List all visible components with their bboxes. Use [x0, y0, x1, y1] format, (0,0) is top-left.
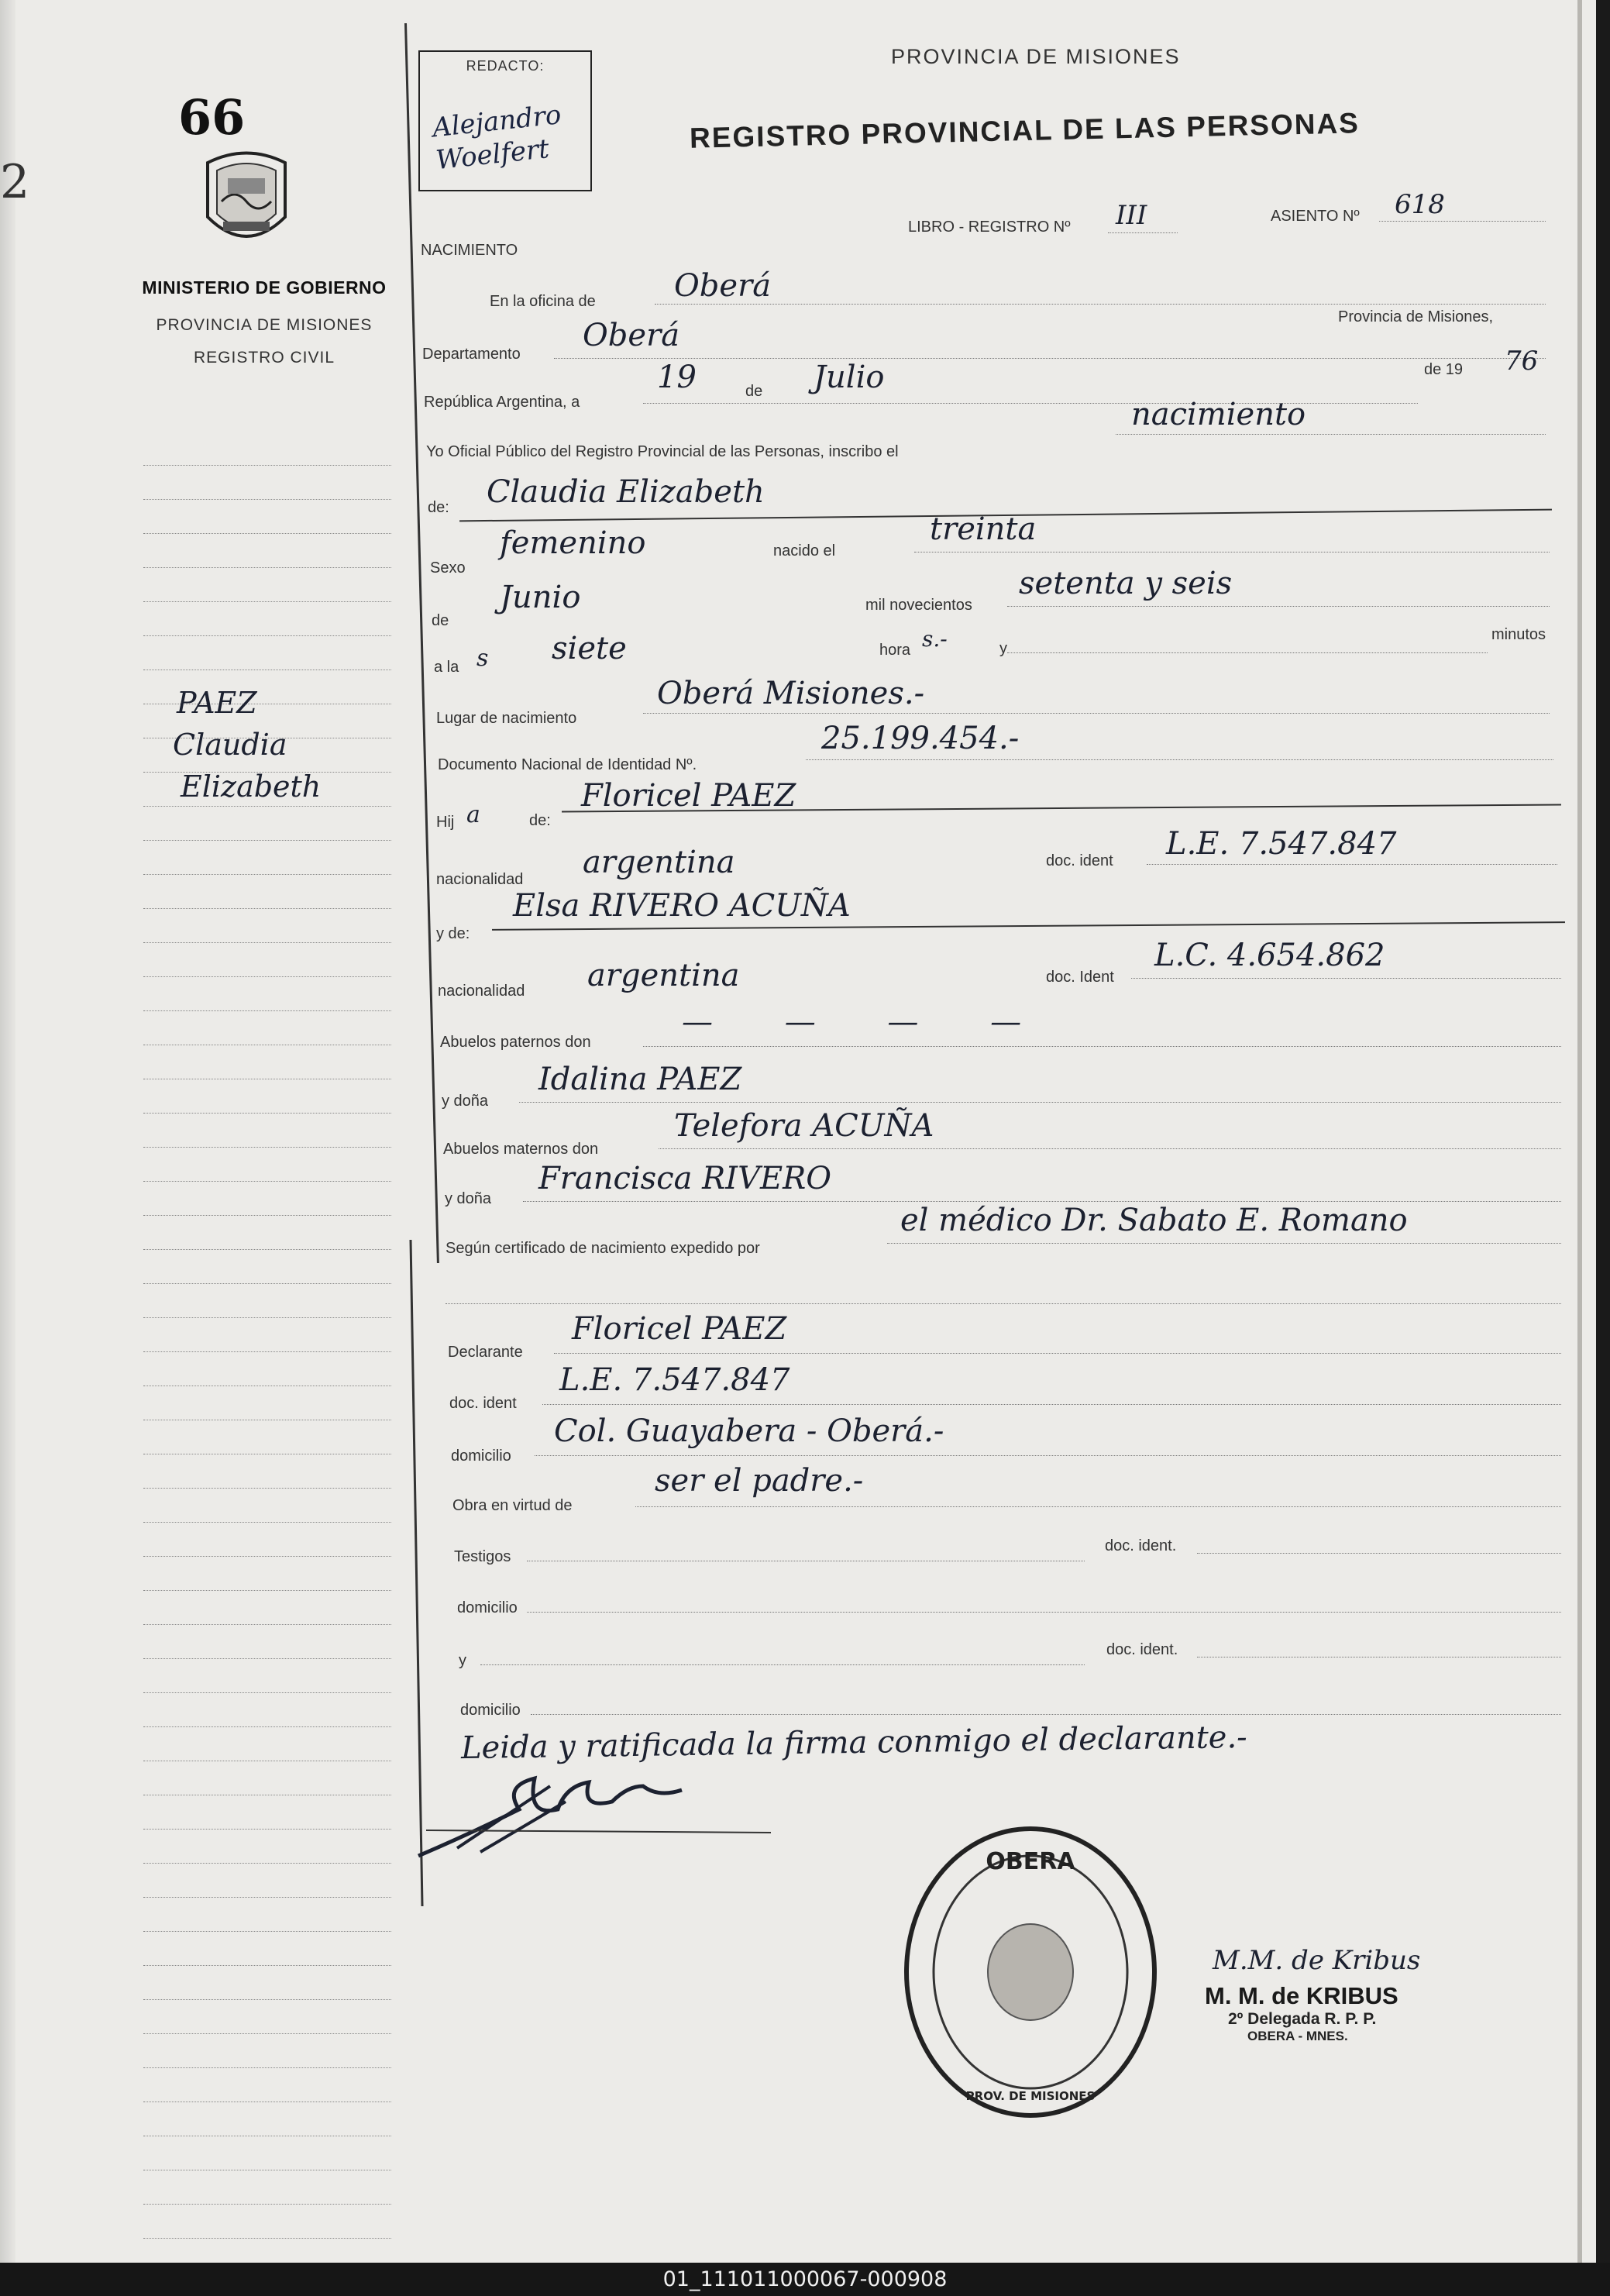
rule — [1108, 232, 1178, 233]
margin-rule — [143, 976, 391, 977]
section-label: NACIMIENTO — [421, 242, 518, 259]
dia-value: 19 — [657, 360, 697, 395]
margin-rule — [143, 1590, 391, 1591]
margin-rule — [143, 1556, 391, 1557]
doc1-label: doc. ident — [1046, 852, 1113, 869]
margin-rule — [143, 601, 391, 602]
page-edge — [1577, 0, 1582, 2263]
margin-rule — [143, 1317, 391, 1318]
margin-note-line: PAEZ — [177, 686, 257, 720]
nacido-value: treinta — [930, 511, 1037, 547]
rule — [554, 358, 1546, 359]
ydona1-label: y doña — [442, 1093, 489, 1110]
yo-oficial-label: Yo Oficial Público del Registro Provincial de las Personas, inscribo el — [426, 443, 899, 460]
province-label: PROVINCIA DE MISIONES — [156, 316, 373, 334]
dni-value: 25.199.454.- — [821, 721, 1020, 756]
dni-label: Documento Nacional de Identidad Nº. — [438, 756, 697, 773]
ab-mat-dona: Francisca RIVERO — [538, 1161, 832, 1196]
departamento-value: Oberá — [583, 318, 680, 353]
margin-rule — [143, 1522, 391, 1523]
rule — [535, 1455, 1561, 1456]
official-signature-block — [1205, 1945, 1530, 2044]
rule — [446, 1303, 1561, 1304]
lugar-label: Lugar de nacimiento — [436, 710, 577, 727]
column-divider — [404, 23, 439, 1263]
anio-label: de 19 — [1424, 361, 1464, 378]
hora-min-value: s.- — [922, 626, 948, 652]
margin-rule — [143, 499, 391, 500]
y2-label: y — [459, 1652, 466, 1669]
padre-value: Floricel PAEZ — [581, 778, 796, 814]
margin-rule — [143, 533, 391, 534]
margin-rule — [143, 1113, 391, 1114]
lugar-value: Oberá Misiones.- — [657, 676, 925, 711]
margin-rule — [143, 2204, 391, 2205]
margin-rule — [143, 1829, 391, 1830]
nac1-label: nacionalidad — [436, 871, 524, 888]
test-doc-label: doc. ident. — [1105, 1537, 1177, 1554]
hora-label: hora — [879, 642, 911, 659]
margin-rule — [143, 942, 391, 943]
margin-rule — [143, 465, 391, 466]
margin-rule — [143, 2238, 391, 2239]
margin-rule — [143, 1351, 391, 1352]
doc1-value: L.E. 7.547.847 — [1166, 826, 1397, 862]
rule — [806, 759, 1553, 760]
rule — [1007, 606, 1550, 607]
official-name: M. M. de KRIBUS — [1205, 1982, 1398, 2009]
official-signature: M.M. de Kribus — [1213, 1945, 1421, 1976]
rule — [1116, 434, 1546, 435]
hora-value: siete — [552, 631, 627, 666]
closing-statement: Leida y ratificada la firma conmigo el declarante.- — [460, 1719, 1247, 1767]
margin-rule — [143, 1931, 391, 1932]
rule — [1131, 978, 1561, 979]
rule — [659, 1148, 1561, 1149]
ydona2-label: y doña — [445, 1190, 492, 1207]
cert-value: el médico Dr. Sabato E. Romano — [900, 1203, 1408, 1238]
test2-doc-label: doc. ident. — [1106, 1641, 1178, 1658]
margin-rule — [143, 1726, 391, 1727]
margin-rule — [143, 1692, 391, 1693]
declarante-label: Declarante — [448, 1344, 523, 1361]
rule — [643, 713, 1550, 714]
margin-rule — [143, 1658, 391, 1659]
margin-rule — [143, 840, 391, 841]
scan-identifier: 01_111011000067-000908 — [0, 2263, 1610, 2296]
rule — [1007, 652, 1488, 653]
official-place: OBERA - MNES. — [1247, 2029, 1348, 2043]
hij-de-label: de: — [529, 812, 551, 829]
nac1-value: argentina — [583, 845, 735, 880]
ab-pat-dona: Idalina PAEZ — [538, 1062, 742, 1097]
testigos-label: Testigos — [454, 1548, 511, 1565]
doc2-label: doc. Ident — [1046, 969, 1114, 986]
rule — [480, 1664, 1085, 1665]
minutos-label: minutos — [1491, 626, 1546, 643]
margin-rule — [143, 1249, 391, 1250]
official-role: 2º Delegada R. P. P. — [1228, 2010, 1377, 2028]
rule — [887, 1243, 1561, 1244]
rule — [554, 1353, 1561, 1354]
hij-label: Hij — [436, 814, 455, 831]
rule — [542, 1404, 1561, 1405]
nac2-label: nacionalidad — [438, 983, 525, 1000]
sexo-value: femenino — [500, 525, 646, 561]
ala-label: a la — [434, 659, 459, 676]
mes-nac-value: Junio — [500, 580, 581, 615]
mil-label: mil novecientos — [865, 597, 972, 614]
test-dom-label: domicilio — [457, 1599, 518, 1616]
docdec-value: L.E. 7.547.847 — [559, 1362, 790, 1398]
rule — [655, 304, 1546, 305]
margin-rule — [143, 635, 391, 636]
registry-label: REGISTRO CIVIL — [193, 349, 335, 367]
rule — [523, 1201, 1561, 1202]
de3-label: de — [432, 612, 449, 629]
provincia-label: Provincia de Misiones, — [1338, 308, 1494, 325]
previous-page-edge — [0, 0, 15, 2263]
republica-label: República Argentina, a — [424, 394, 580, 411]
redacto-label: REDACTO: — [466, 58, 545, 74]
margin-rule — [143, 1488, 391, 1489]
rule — [643, 1046, 1561, 1047]
rule — [1147, 864, 1557, 865]
de2-label: de: — [428, 499, 449, 516]
yde-label: y de: — [436, 925, 470, 942]
madre-value: Elsa RIVERO ACUÑA — [513, 888, 851, 924]
ab-pat-label: Abuelos paternos don — [440, 1034, 591, 1051]
ab-pat-value: — — — — — [682, 1004, 1053, 1040]
margin-rule — [143, 1999, 391, 2000]
nombre-value: Claudia Elizabeth — [487, 474, 765, 510]
departamento-label: Departamento — [422, 346, 521, 363]
obra-label: Obra en virtud de — [452, 1497, 573, 1514]
margin-rule — [143, 1624, 391, 1625]
folio-number: 66 — [178, 89, 246, 146]
domicilio-value: Col. Guayabera - Oberá.- — [554, 1413, 944, 1449]
ab-mat-value: Telefora ACUÑA — [674, 1108, 934, 1144]
margin-rule — [143, 1283, 391, 1284]
margin-rule — [143, 1965, 391, 1966]
acto-value: nacimiento — [1131, 397, 1306, 432]
margin-note-line: Claudia — [173, 728, 287, 762]
margin-rule — [143, 874, 391, 875]
provincial-seal-icon — [200, 147, 293, 256]
asiento-value: 618 — [1395, 189, 1445, 220]
ala-suffix: s — [476, 645, 489, 672]
test2-dom-label: domicilio — [460, 1702, 521, 1719]
declarante-value: Floricel PAEZ — [572, 1311, 787, 1347]
margin-rule — [143, 908, 391, 909]
de-label: de — [745, 383, 763, 400]
cert-label: Según certificado de nacimiento expedido por — [446, 1240, 760, 1257]
doc2-value: L.C. 4.654.862 — [1154, 938, 1385, 973]
rule — [635, 1506, 1561, 1507]
redacto-signature: Alejandro Woelfert — [431, 99, 563, 177]
rule — [531, 1714, 1561, 1715]
oficina-label: En la oficina de — [490, 293, 596, 310]
margin-rule — [143, 1863, 391, 1864]
libro-value: III — [1116, 200, 1147, 231]
ab-mat-label: Abuelos maternos don — [443, 1141, 599, 1158]
domicilio-label: domicilio — [451, 1447, 511, 1465]
margin-rule — [143, 567, 391, 568]
declarant-signature-icon — [411, 1755, 775, 1864]
stamp-top: OBERA — [986, 1848, 1075, 1875]
margin-rule — [143, 1215, 391, 1216]
mes-value: Julio — [814, 360, 885, 395]
margin-rule — [143, 2067, 391, 2068]
redacto-box — [418, 50, 592, 191]
margin-note — [173, 682, 322, 807]
y-label: y — [999, 640, 1007, 657]
hij-suffix: a — [466, 801, 480, 828]
anio-value: 76 — [1505, 346, 1539, 377]
margin-rule — [143, 1010, 391, 1011]
page-title: REGISTRO PROVINCIAL DE LAS PERSONAS — [689, 107, 1361, 154]
libro-label: LIBRO - REGISTRO Nº — [908, 219, 1071, 236]
docdec-label: doc. ident — [449, 1395, 517, 1412]
rule — [1379, 221, 1546, 222]
margin-rule — [143, 1181, 391, 1182]
rule — [1197, 1553, 1561, 1554]
oficina-value: Oberá — [674, 268, 772, 304]
nacido-label: nacido el — [773, 542, 836, 559]
asiento-label: ASIENTO Nº — [1271, 208, 1360, 225]
header-province: PROVINCIA DE MISIONES — [891, 45, 1181, 68]
rule — [527, 1612, 1561, 1613]
margin-rule — [143, 1147, 391, 1148]
margin-rule — [143, 1897, 391, 1898]
ministry-label: MINISTERIO DE GOBIERNO — [142, 277, 387, 298]
anio-nac-value: setenta y seis — [1019, 566, 1233, 601]
stamp-bottom: PROV. DE MISIONES — [965, 2089, 1096, 2103]
registry-stamp-icon — [899, 1821, 1162, 2123]
nac2-value: argentina — [587, 958, 740, 993]
margin-note-line: Elizabeth — [181, 769, 322, 804]
margin-rule — [143, 2033, 391, 2034]
sexo-label: Sexo — [430, 559, 466, 577]
obra-value: ser el padre.- — [655, 1463, 864, 1499]
rule — [519, 1102, 1561, 1103]
gutter-fragment: 2 — [0, 155, 30, 209]
